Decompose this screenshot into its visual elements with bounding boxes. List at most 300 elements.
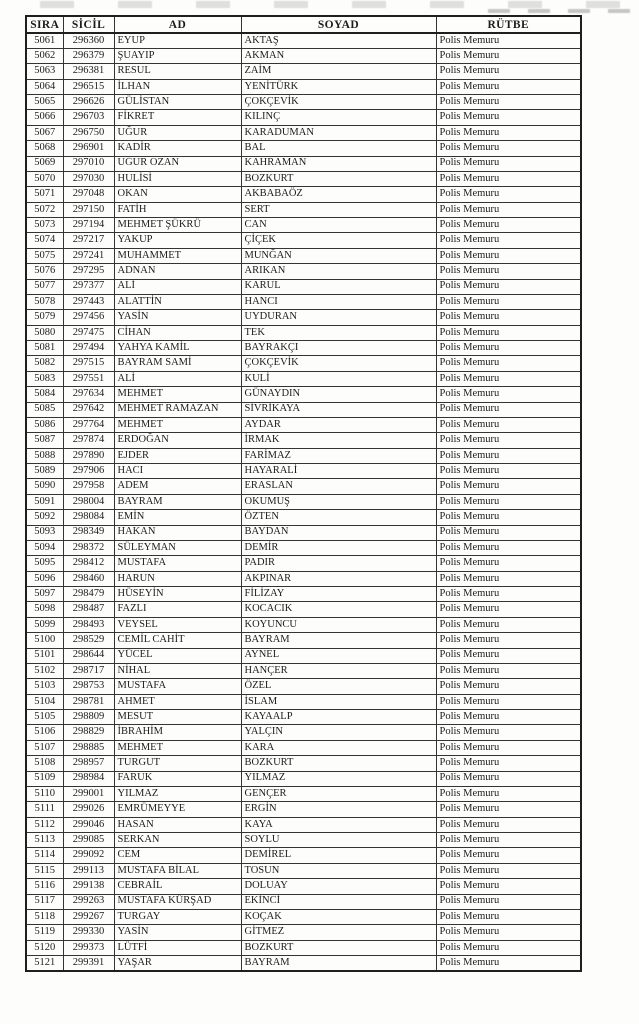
cell-sicil: 299373 xyxy=(63,940,114,955)
cell-sira: 5102 xyxy=(26,663,63,678)
cell-soyad: GİTMEZ xyxy=(241,925,436,940)
cell-soyad: ÇİÇEK xyxy=(241,233,436,248)
cell-sicil: 296703 xyxy=(63,110,114,125)
cell-rutbe: Polis Memuru xyxy=(436,786,581,801)
cell-sicil: 299263 xyxy=(63,894,114,909)
cell-sicil: 299138 xyxy=(63,879,114,894)
cell-ad: YÜCEL xyxy=(114,648,241,663)
cell-soyad: ÇOKÇEVİK xyxy=(241,356,436,371)
cell-ad: TURGAY xyxy=(114,909,241,924)
cell-ad: CEM xyxy=(114,848,241,863)
cell-sicil: 297217 xyxy=(63,233,114,248)
cell-rutbe: Polis Memuru xyxy=(436,233,581,248)
cell-ad: MEHMET RAMAZAN xyxy=(114,402,241,417)
cell-rutbe: Polis Memuru xyxy=(436,587,581,602)
table-row xyxy=(26,617,581,632)
cell-ad: EYUP xyxy=(114,33,241,48)
cell-ad: ADNAN xyxy=(114,264,241,279)
table-row xyxy=(26,402,581,417)
cell-sicil: 297475 xyxy=(63,325,114,340)
cell-soyad: KILINÇ xyxy=(241,110,436,125)
table-row xyxy=(26,909,581,924)
scan-artifact xyxy=(40,1,620,8)
table-row xyxy=(26,740,581,755)
table-row xyxy=(26,525,581,540)
cell-rutbe: Polis Memuru xyxy=(436,540,581,555)
table-row xyxy=(26,156,581,171)
cell-sira: 5111 xyxy=(26,802,63,817)
cell-sicil: 298372 xyxy=(63,540,114,555)
cell-sicil: 299092 xyxy=(63,848,114,863)
cell-sicil: 297874 xyxy=(63,433,114,448)
cell-rutbe: Polis Memuru xyxy=(436,663,581,678)
cell-rutbe: Polis Memuru xyxy=(436,940,581,955)
table-row xyxy=(26,894,581,909)
cell-sicil: 299046 xyxy=(63,817,114,832)
table-row xyxy=(26,710,581,725)
cell-sicil: 297551 xyxy=(63,371,114,386)
cell-soyad: ÖZTEN xyxy=(241,510,436,525)
cell-sira: 5081 xyxy=(26,341,63,356)
cell-sicil: 298084 xyxy=(63,510,114,525)
cell-rutbe: Polis Memuru xyxy=(436,710,581,725)
cell-soyad: HAYARALİ xyxy=(241,464,436,479)
cell-ad: YAHYA KAMİL xyxy=(114,341,241,356)
cell-soyad: AKBABAÖZ xyxy=(241,187,436,202)
cell-rutbe: Polis Memuru xyxy=(436,187,581,202)
cell-soyad: KAYA xyxy=(241,817,436,832)
cell-sira: 5077 xyxy=(26,279,63,294)
cell-sicil: 296515 xyxy=(63,79,114,94)
cell-ad: YAKUP xyxy=(114,233,241,248)
cell-sicil: 297456 xyxy=(63,310,114,325)
cell-rutbe: Polis Memuru xyxy=(436,740,581,755)
table-row xyxy=(26,371,581,386)
cell-ad: HÜSEYİN xyxy=(114,587,241,602)
cell-sira: 5121 xyxy=(26,956,63,971)
cell-sira: 5093 xyxy=(26,525,63,540)
cell-soyad: ERASLAN xyxy=(241,479,436,494)
cell-ad: HARUN xyxy=(114,571,241,586)
cell-rutbe: Polis Memuru xyxy=(436,310,581,325)
cell-rutbe: Polis Memuru xyxy=(436,141,581,156)
cell-sira: 5091 xyxy=(26,494,63,509)
cell-rutbe: Polis Memuru xyxy=(436,294,581,309)
table-row xyxy=(26,464,581,479)
cell-ad: MEHMET xyxy=(114,387,241,402)
cell-sicil: 298753 xyxy=(63,679,114,694)
table-row xyxy=(26,294,581,309)
cell-soyad: ARIKAN xyxy=(241,264,436,279)
cell-ad: EMİN xyxy=(114,510,241,525)
cell-rutbe: Polis Memuru xyxy=(436,110,581,125)
cell-soyad: ÇOKÇEVİK xyxy=(241,95,436,110)
table-row xyxy=(26,663,581,678)
table-row xyxy=(26,633,581,648)
cell-sira: 5095 xyxy=(26,556,63,571)
cell-ad: ADEM xyxy=(114,479,241,494)
cell-sira: 5100 xyxy=(26,633,63,648)
table-row xyxy=(26,95,581,110)
cell-sira: 5098 xyxy=(26,602,63,617)
cell-ad: ALATTİN xyxy=(114,294,241,309)
cell-sira: 5073 xyxy=(26,218,63,233)
table-row xyxy=(26,786,581,801)
cell-ad: TURGUT xyxy=(114,756,241,771)
cell-soyad: ZAİM xyxy=(241,64,436,79)
table-row xyxy=(26,940,581,955)
cell-rutbe: Polis Memuru xyxy=(436,848,581,863)
cell-sira: 5070 xyxy=(26,171,63,186)
table-row xyxy=(26,879,581,894)
cell-rutbe: Polis Memuru xyxy=(436,387,581,402)
cell-ad: CİHAN xyxy=(114,325,241,340)
cell-sira: 5079 xyxy=(26,310,63,325)
cell-ad: HAKAN xyxy=(114,525,241,540)
cell-soyad: TEK xyxy=(241,325,436,340)
cell-soyad: BAYRAM xyxy=(241,633,436,648)
cell-ad: MEHMET xyxy=(114,740,241,755)
cell-sira: 5110 xyxy=(26,786,63,801)
cell-ad: ALİ xyxy=(114,279,241,294)
table-row xyxy=(26,848,581,863)
cell-sicil: 298493 xyxy=(63,617,114,632)
cell-sira: 5074 xyxy=(26,233,63,248)
table-row xyxy=(26,218,581,233)
cell-rutbe: Polis Memuru xyxy=(436,125,581,140)
cell-soyad: DEMİR xyxy=(241,540,436,555)
table-row xyxy=(26,202,581,217)
cell-ad: YAŞAR xyxy=(114,956,241,971)
cell-rutbe: Polis Memuru xyxy=(436,694,581,709)
cell-soyad: FARİMAZ xyxy=(241,448,436,463)
cell-rutbe: Polis Memuru xyxy=(436,556,581,571)
cell-soyad: BOZKURT xyxy=(241,171,436,186)
cell-sicil: 299267 xyxy=(63,909,114,924)
cell-sira: 5068 xyxy=(26,141,63,156)
cell-ad: FARUK xyxy=(114,771,241,786)
cell-rutbe: Polis Memuru xyxy=(436,909,581,924)
cell-soyad: HANÇER xyxy=(241,663,436,678)
cell-sira: 5087 xyxy=(26,433,63,448)
table-row xyxy=(26,540,581,555)
table-row xyxy=(26,602,581,617)
table-row xyxy=(26,64,581,79)
cell-sicil: 299001 xyxy=(63,786,114,801)
cell-sicil: 297906 xyxy=(63,464,114,479)
cell-rutbe: Polis Memuru xyxy=(436,448,581,463)
personnel-table xyxy=(25,15,582,972)
cell-ad: MEHMET ŞÜKRÜ xyxy=(114,218,241,233)
table-row xyxy=(26,448,581,463)
cell-rutbe: Polis Memuru xyxy=(436,341,581,356)
cell-rutbe: Polis Memuru xyxy=(436,371,581,386)
table-row xyxy=(26,33,581,48)
cell-ad: LÜTFİ xyxy=(114,940,241,955)
cell-sira: 5061 xyxy=(26,33,63,48)
table-row xyxy=(26,802,581,817)
table-row xyxy=(26,325,581,340)
cell-sicil: 298004 xyxy=(63,494,114,509)
cell-soyad: BAYRAKÇI xyxy=(241,341,436,356)
cell-rutbe: Polis Memuru xyxy=(436,510,581,525)
column-header-soyad: SOYAD xyxy=(241,16,436,33)
cell-sicil: 298460 xyxy=(63,571,114,586)
table-row xyxy=(26,187,581,202)
cell-sicil: 297010 xyxy=(63,156,114,171)
cell-soyad: GÜNAYDIN xyxy=(241,387,436,402)
cell-rutbe: Polis Memuru xyxy=(436,602,581,617)
cell-soyad: İRMAK xyxy=(241,433,436,448)
cell-soyad: KOCACIK xyxy=(241,602,436,617)
cell-soyad: KARUL xyxy=(241,279,436,294)
cell-sicil: 297515 xyxy=(63,356,114,371)
table-body xyxy=(26,33,581,971)
table-row xyxy=(26,233,581,248)
cell-sira: 5088 xyxy=(26,448,63,463)
cell-sira: 5101 xyxy=(26,648,63,663)
cell-ad: GÜLİSTAN xyxy=(114,95,241,110)
cell-sicil: 297048 xyxy=(63,187,114,202)
cell-sira: 5086 xyxy=(26,417,63,432)
cell-rutbe: Polis Memuru xyxy=(436,571,581,586)
cell-sira: 5108 xyxy=(26,756,63,771)
table-row xyxy=(26,679,581,694)
cell-rutbe: Polis Memuru xyxy=(436,171,581,186)
cell-ad: MUSTAFA KÜRŞAD xyxy=(114,894,241,909)
cell-soyad: MUNĞAN xyxy=(241,248,436,263)
cell-sicil: 299391 xyxy=(63,956,114,971)
cell-rutbe: Polis Memuru xyxy=(436,264,581,279)
cell-soyad: GENÇER xyxy=(241,786,436,801)
table-row xyxy=(26,648,581,663)
cell-sicil: 296626 xyxy=(63,95,114,110)
cell-rutbe: Polis Memuru xyxy=(436,617,581,632)
cell-ad: AHMET xyxy=(114,694,241,709)
cell-sicil: 297241 xyxy=(63,248,114,263)
cell-rutbe: Polis Memuru xyxy=(436,633,581,648)
cell-sira: 5064 xyxy=(26,79,63,94)
cell-soyad: ÖZEL xyxy=(241,679,436,694)
scan-artifact xyxy=(488,9,636,13)
cell-soyad: ERGİN xyxy=(241,802,436,817)
column-header-ad: AD xyxy=(114,16,241,33)
cell-ad: İLHAN xyxy=(114,79,241,94)
cell-ad: MUHAMMET xyxy=(114,248,241,263)
cell-soyad: AYNEL xyxy=(241,648,436,663)
cell-rutbe: Polis Memuru xyxy=(436,756,581,771)
cell-sira: 5063 xyxy=(26,64,63,79)
cell-soyad: HANCI xyxy=(241,294,436,309)
cell-ad: KADİR xyxy=(114,141,241,156)
cell-rutbe: Polis Memuru xyxy=(436,479,581,494)
cell-sicil: 297958 xyxy=(63,479,114,494)
cell-soyad: KAYAALP xyxy=(241,710,436,725)
cell-soyad: CAN xyxy=(241,218,436,233)
cell-sira: 5119 xyxy=(26,925,63,940)
cell-soyad: SİVRİKAYA xyxy=(241,402,436,417)
cell-rutbe: Polis Memuru xyxy=(436,525,581,540)
table-row xyxy=(26,48,581,63)
cell-rutbe: Polis Memuru xyxy=(436,64,581,79)
table-row xyxy=(26,556,581,571)
cell-sicil: 298984 xyxy=(63,771,114,786)
cell-sicil: 296750 xyxy=(63,125,114,140)
cell-ad: CEMİL CAHİT xyxy=(114,633,241,648)
cell-sira: 5115 xyxy=(26,863,63,878)
cell-soyad: KOÇAK xyxy=(241,909,436,924)
cell-soyad: EKİNCİ xyxy=(241,894,436,909)
cell-ad: SÜLEYMAN xyxy=(114,540,241,555)
table-row xyxy=(26,310,581,325)
cell-ad: HACI xyxy=(114,464,241,479)
cell-sira: 5082 xyxy=(26,356,63,371)
cell-sicil: 297377 xyxy=(63,279,114,294)
cell-sira: 5107 xyxy=(26,740,63,755)
cell-sira: 5105 xyxy=(26,710,63,725)
cell-rutbe: Polis Memuru xyxy=(436,648,581,663)
table-row xyxy=(26,863,581,878)
table-row xyxy=(26,771,581,786)
cell-sicil: 297642 xyxy=(63,402,114,417)
cell-sira: 5065 xyxy=(26,95,63,110)
cell-rutbe: Polis Memuru xyxy=(436,494,581,509)
cell-sira: 5096 xyxy=(26,571,63,586)
cell-rutbe: Polis Memuru xyxy=(436,433,581,448)
cell-soyad: BOZKURT xyxy=(241,756,436,771)
header-row xyxy=(26,16,581,33)
cell-sira: 5066 xyxy=(26,110,63,125)
cell-sira: 5072 xyxy=(26,202,63,217)
table-row xyxy=(26,817,581,832)
cell-ad: OKAN xyxy=(114,187,241,202)
cell-sicil: 298829 xyxy=(63,725,114,740)
cell-ad: VEYSEL xyxy=(114,617,241,632)
cell-rutbe: Polis Memuru xyxy=(436,925,581,940)
cell-sira: 5094 xyxy=(26,540,63,555)
column-header-rutbe: RÜTBE xyxy=(436,16,581,33)
cell-ad: EJDER xyxy=(114,448,241,463)
cell-ad: FAZLI xyxy=(114,602,241,617)
cell-soyad: SOYLU xyxy=(241,833,436,848)
cell-rutbe: Polis Memuru xyxy=(436,279,581,294)
cell-ad: YILMAZ xyxy=(114,786,241,801)
cell-soyad: OKUMUŞ xyxy=(241,494,436,509)
table-row xyxy=(26,756,581,771)
cell-soyad: DEMİREL xyxy=(241,848,436,863)
table-row xyxy=(26,141,581,156)
cell-soyad: KARA xyxy=(241,740,436,755)
cell-ad: HULİSİ xyxy=(114,171,241,186)
cell-soyad: YENİTÜRK xyxy=(241,79,436,94)
table-row xyxy=(26,571,581,586)
cell-sira: 5089 xyxy=(26,464,63,479)
cell-soyad: SERT xyxy=(241,202,436,217)
cell-soyad: BAYRAM xyxy=(241,956,436,971)
cell-soyad: TOSUN xyxy=(241,863,436,878)
cell-rutbe: Polis Memuru xyxy=(436,417,581,432)
cell-soyad: PADIR xyxy=(241,556,436,571)
cell-sira: 5085 xyxy=(26,402,63,417)
cell-sicil: 298644 xyxy=(63,648,114,663)
cell-soyad: YILMAZ xyxy=(241,771,436,786)
cell-soyad: KARADUMAN xyxy=(241,125,436,140)
cell-ad: İBRAHİM xyxy=(114,725,241,740)
cell-sira: 5118 xyxy=(26,909,63,924)
cell-sicil: 297443 xyxy=(63,294,114,309)
cell-rutbe: Polis Memuru xyxy=(436,202,581,217)
cell-sira: 5099 xyxy=(26,617,63,632)
cell-ad: UĞUR OZAN xyxy=(114,156,241,171)
cell-sira: 5075 xyxy=(26,248,63,263)
cell-ad: HASAN xyxy=(114,817,241,832)
cell-ad: MESUT xyxy=(114,710,241,725)
table-row xyxy=(26,341,581,356)
column-header-sira: SIRA xyxy=(26,16,63,33)
cell-rutbe: Polis Memuru xyxy=(436,802,581,817)
cell-rutbe: Polis Memuru xyxy=(436,833,581,848)
table-row xyxy=(26,79,581,94)
cell-sicil: 297764 xyxy=(63,417,114,432)
cell-soyad: İSLAM xyxy=(241,694,436,709)
cell-soyad: AKTAŞ xyxy=(241,33,436,48)
table-row xyxy=(26,833,581,848)
cell-sira: 5116 xyxy=(26,879,63,894)
cell-soyad: AKMAN xyxy=(241,48,436,63)
cell-sicil: 297634 xyxy=(63,387,114,402)
cell-sira: 5106 xyxy=(26,725,63,740)
cell-sira: 5104 xyxy=(26,694,63,709)
cell-sira: 5114 xyxy=(26,848,63,863)
cell-sicil: 297890 xyxy=(63,448,114,463)
cell-ad: ALİ xyxy=(114,371,241,386)
cell-soyad: KULİ xyxy=(241,371,436,386)
cell-rutbe: Polis Memuru xyxy=(436,894,581,909)
cell-soyad: YALÇIN xyxy=(241,725,436,740)
cell-soyad: FİLİZAY xyxy=(241,587,436,602)
table-row xyxy=(26,725,581,740)
cell-rutbe: Polis Memuru xyxy=(436,725,581,740)
cell-sicil: 298781 xyxy=(63,694,114,709)
cell-sira: 5069 xyxy=(26,156,63,171)
table-row xyxy=(26,694,581,709)
cell-soyad: KAHRAMAN xyxy=(241,156,436,171)
cell-rutbe: Polis Memuru xyxy=(436,771,581,786)
cell-sicil: 298349 xyxy=(63,525,114,540)
cell-rutbe: Polis Memuru xyxy=(436,817,581,832)
cell-rutbe: Polis Memuru xyxy=(436,95,581,110)
table-row xyxy=(26,479,581,494)
cell-sicil: 297494 xyxy=(63,341,114,356)
table-row xyxy=(26,510,581,525)
table-row xyxy=(26,433,581,448)
cell-ad: MUSTAFA xyxy=(114,556,241,571)
cell-ad: ERDOĞAN xyxy=(114,433,241,448)
cell-sira: 5117 xyxy=(26,894,63,909)
cell-ad: CEBRAİL xyxy=(114,879,241,894)
cell-soyad: DOLUAY xyxy=(241,879,436,894)
cell-sicil: 296381 xyxy=(63,64,114,79)
table-row xyxy=(26,587,581,602)
cell-rutbe: Polis Memuru xyxy=(436,402,581,417)
table-row xyxy=(26,956,581,971)
cell-soyad: AKPINAR xyxy=(241,571,436,586)
table-row xyxy=(26,279,581,294)
cell-rutbe: Polis Memuru xyxy=(436,33,581,48)
cell-sicil: 299113 xyxy=(63,863,114,878)
cell-sicil: 297030 xyxy=(63,171,114,186)
cell-ad: EMRÜMEYYE xyxy=(114,802,241,817)
